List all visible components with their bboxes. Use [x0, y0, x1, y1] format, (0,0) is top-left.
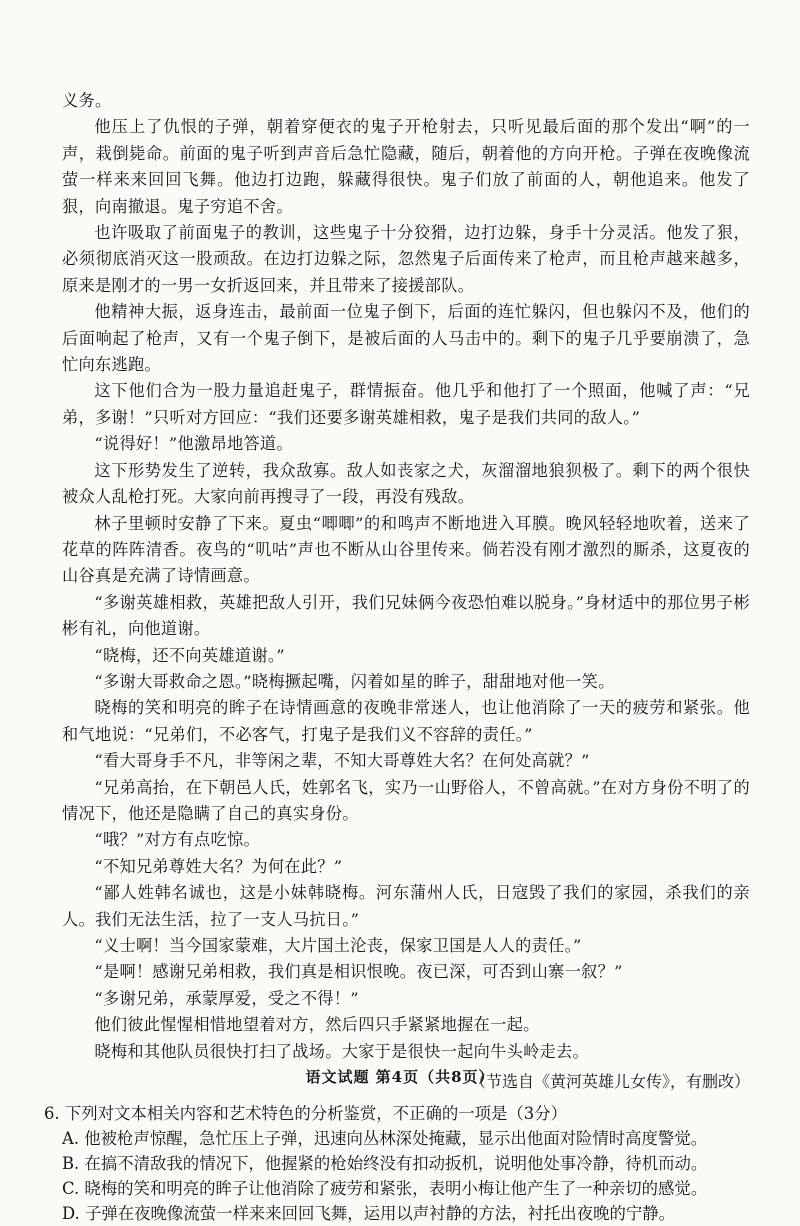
question-stem: 6. 下列对文本相关内容和艺术特色的分析鉴赏，不正确的一项是（3分） [44, 1104, 567, 1124]
passage-paragraph: 这下形势发生了逆转，我众敌寡。敌人如丧家之犬，灰溜溜地狼狈极了。剩下的两个很快被众人乱枪打死。大家向前再搜寻了一段，再没有残敌。 [62, 460, 750, 507]
passage-paragraph: “多谢兄弟，承蒙厚爱，受之不得！” [94, 988, 359, 1008]
passage-paragraph: “说得好！”他激昂地答道。 [94, 434, 293, 454]
passage-paragraph: “晓梅，还不向英雄道谢。” [94, 645, 285, 665]
passage-paragraph: 他压上了仇恨的子弹，朝着穿便衣的鬼子开枪射去，只听见最后面的那个发出“啊”的一声，栽倒毙命。前面的鬼子听到声音后急忙隐藏，随后，朝着他的方向开枪。子弹在夜晚像流萤一样来来回回飞舞。他边打边跑，躲藏得很快。鬼子们放了前面的人，朝他追来。他发了狠，向南撤退。鬼子穷追不舍。 [62, 117, 750, 216]
question-6 [44, 1101, 750, 1226]
passage-paragraph: “是啊！感谢兄弟相救，我们真是相识恨晚。夜已深，可否到山寨一叙？” [94, 962, 623, 982]
passage-paragraph: “兄弟高抬，在下朝邑人氏，姓郭名飞，实乃一山野俗人，不曾高就。”在对方身份不明了的情况下，他还是隐瞒了自己的真实身份。 [62, 777, 750, 823]
passage-paragraph: “哦？”对方有点吃惊。 [94, 830, 260, 850]
passage-paragraph: 晓梅和其他队员很快打扫了战场。大家于是很快一起向牛头岭走去。 [94, 1041, 590, 1061]
passage-paragraph: 林子里顿时安静了下来。夏虫“唧唧”的和鸣声不断地进入耳膜。晚风轻轻地吹着，送来了花草的阵阵清香。夜鸟的“叽咕”声也不断从山谷里传来。倘若没有刚才激烈的厮杀，这夏夜的山谷真是充满了诗情画意。 [62, 513, 750, 586]
option-b: B. 在搞不清敌我的情况下，他握紧的枪始终没有扣动扳机，说明他处事冷静，待机而动。 [62, 1154, 708, 1174]
passage-source: （节选自《黄河英雄儿女传》，有删改） [469, 1072, 750, 1092]
passage-paragraph: 他们彼此惺惺相惜地望着对方，然后四只手紧紧地握在一起。 [94, 1015, 540, 1035]
passage-paragraph: 也许吸取了前面鬼子的教训，这些鬼子十分狡猾，边打边躲，身手十分灵活。他发了狠，必须彻底消灭这一股顽敌。在边打边躲之际，忽然鬼子后面传来了枪声，而且枪声越来越多，原来是刚才的一男一女折返回来，并且带来了接援部队。 [62, 223, 750, 295]
passage-paragraph: “不知兄弟尊姓大名？为何在此？” [94, 856, 343, 876]
passage-paragraph: “多谢英雄相救，英雄把敌人引开，我们兄妹俩今夜恐怕难以脱身。”身材适中的那位男子彬彬有礼，向他道谢。 [62, 592, 750, 639]
option-a: A. 他被枪声惊醒，急忙压上子弹，迅速向丛林深处掩藏，显示出他面对险情时高度警觉。 [62, 1129, 708, 1149]
option-d: D. 子弹在夜晚像流萤一样来来回回飞舞，运用以声衬静的方法，衬托出夜晚的宁静。 [62, 1204, 676, 1224]
passage-paragraph: “义士啊！当今国家蒙难，大片国土沦丧，保家卫国是人人的责任。” [94, 936, 582, 955]
passage-paragraph: “鄙人姓韩名诚也，这是小妹韩晓梅。河东蒲州人氏，日寇毁了我们的家园，杀我们的亲人。我们无法生活，拉了一支人马抗日。” [62, 883, 750, 929]
passage-paragraph: “多谢大哥救命之恩。”晓梅撅起嘴，闪着如星的眸子，甜甜地对他一笑。 [94, 671, 615, 691]
passage-paragraph: 他精神大振，返身连击，最前面一位鬼子倒下，后面的连忙躲闪，但也躲闪不及，他们的后面响起了枪声，又有一个鬼子倒下，是被后面的人马击中的。剩下的鬼子几乎要崩溃了，急忙向东逃跑。 [62, 302, 750, 375]
passage-paragraph: 这下他们合为一股力量追赶鬼子，群情振奋。他几乎和他打了一个照面，他喊了声：“兄弟，多谢！”只听对方回应：“我们还要多谢英雄相救，鬼子是我们共同的敌人。” [62, 381, 750, 427]
option-c: C. 晓梅的笑和明亮的眸子让他消除了疲劳和紧张，表明小梅让他产生了一种亲切的感觉。 [62, 1179, 708, 1199]
passage-paragraph: 晓梅的笑和明亮的眸子在诗情画意的夜晚非常迷人，也让他消除了一天的疲劳和紧张。他和气地说：“兄弟们，不必客气，打鬼子是我们义不容辞的责任。” [62, 698, 750, 744]
passage-paragraph: “看大哥身手不凡，非等闲之辈，不知大哥尊姓大名？在何处高就？” [94, 751, 590, 771]
passage-paragraph: 义务。 [62, 91, 112, 110]
page-footer: 语文试题 第4页（共8页） [305, 1068, 495, 1086]
reading-passage [62, 88, 750, 1095]
